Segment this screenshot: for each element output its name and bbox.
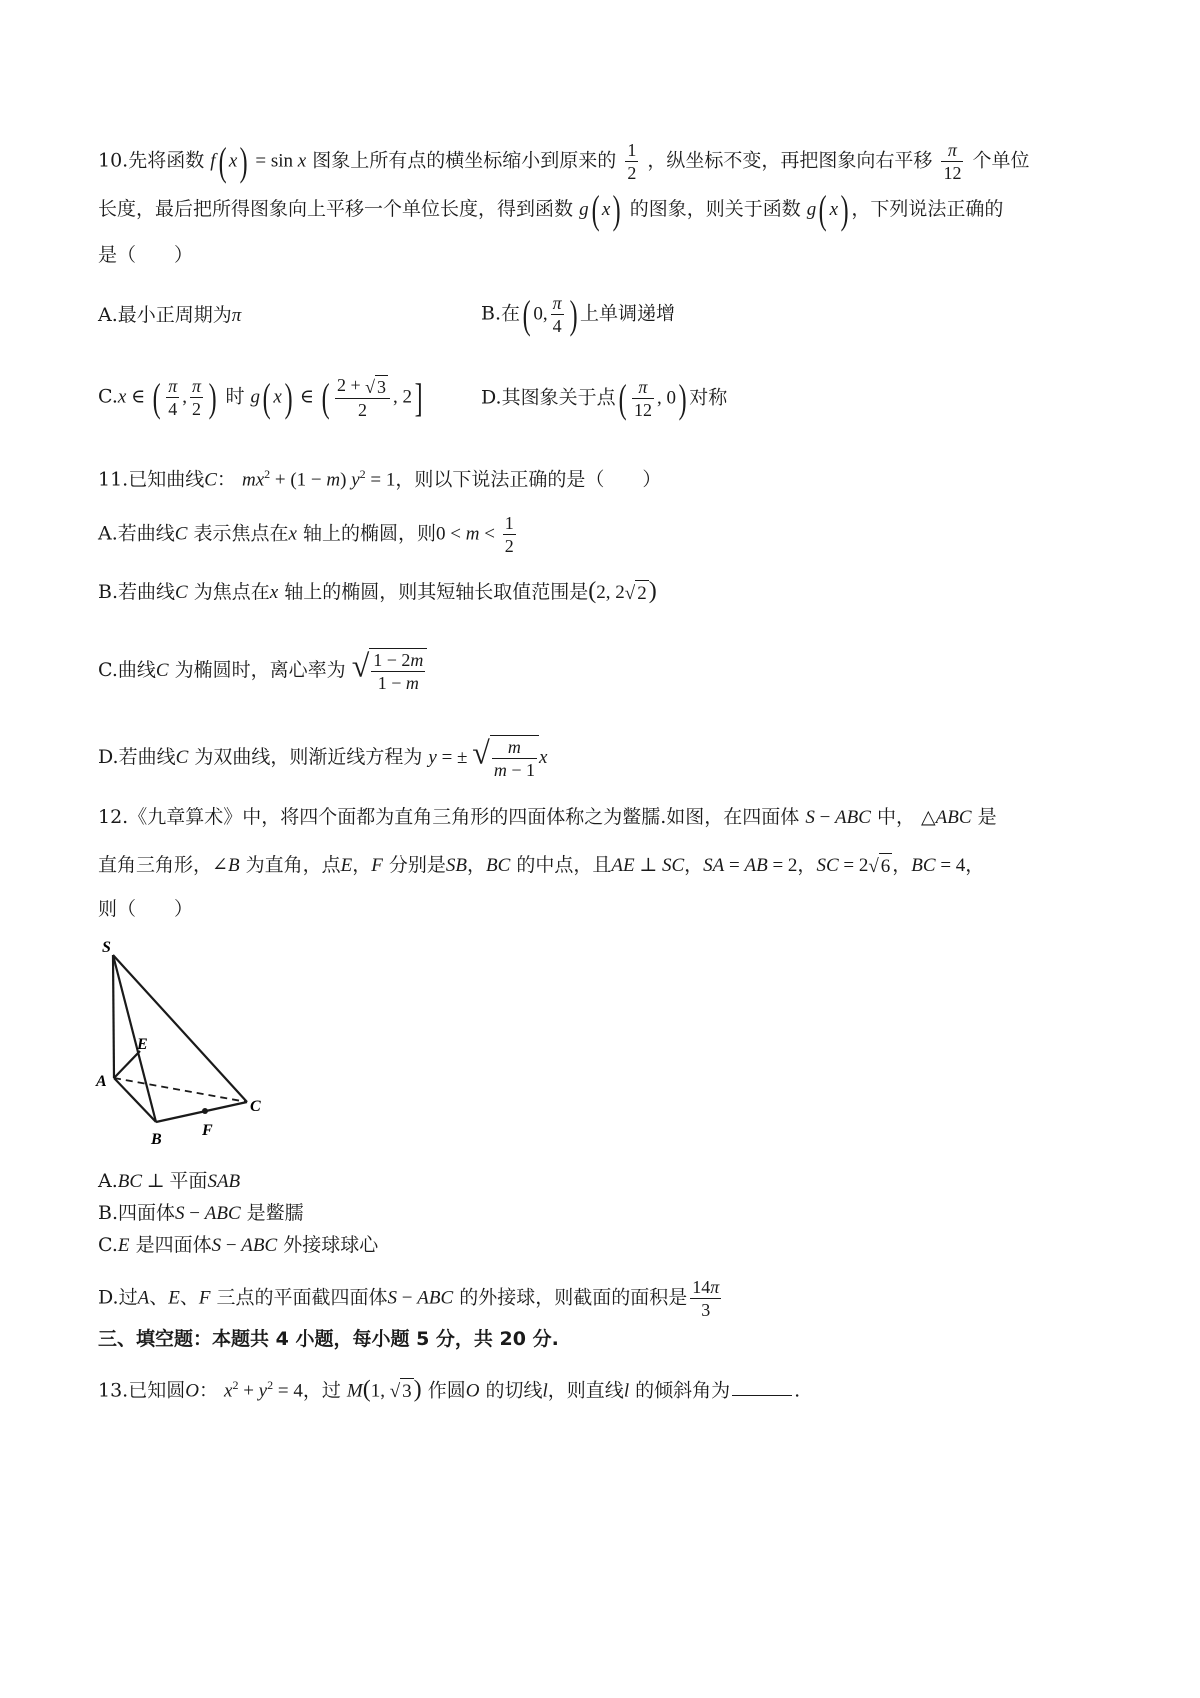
q10-option-c: C.x ∈ ( $\frac{\pi}{4}$ , $\frac{\pi}{2}$ ) 时 g( x) ∈ ( $\frac{2 + √ 3}{2}$ , 2] (98, 374, 423, 421)
answer-blank[interactable] (732, 1395, 792, 1396)
q12-line1: 12.《九章算术》中，将四个面都为直角三角形的四面体称之为鳖臑.如图，在四面体 S − ABC 中， △ABC 是 (98, 806, 997, 828)
q12-option-b: B.四面体S − ABC 是鳖臑 (98, 1202, 304, 1224)
label-c: C (250, 1098, 261, 1115)
fraction-pi-12: $\frac{\pi}{12}$ (943, 140, 962, 183)
q13-stem: 13.已知圆O： $x^2 + y^2 = 4$，过 M(1, √ 3) 作圆O 的切线l，则直线l 的倾斜角为 . (98, 1372, 800, 1405)
edge-ae (114, 1051, 140, 1078)
q12-line2: 直角三角形，∠B 为直角，点E，F 分别是SB，BC 的中点，且AE ⊥ SC，SA = AB = 2，SC = 2√ 6 ，BC = 4， (98, 852, 984, 880)
tetrahedron-figure (92, 930, 292, 1160)
label-e: E (137, 1036, 148, 1053)
q12-line3: 则（ ） (98, 898, 194, 920)
q10-option-a: A.最小正周期为π (98, 304, 242, 326)
label-f: F (202, 1122, 213, 1139)
q10-option-b: B.在( 0, $\frac{\pi}{4}$ ) 上单调递增 (481, 291, 675, 337)
section-3-heading: 三、填空题：本题共 4 小题，每小题 5 分，共 20 分. (98, 1328, 559, 1350)
label-a: A (96, 1073, 107, 1090)
math-fx: f (210, 150, 216, 172)
q10-option-d: D.其图象关于点( $\frac{\pi}{12}$ , 0) 对称 (481, 375, 728, 421)
point-f (202, 1108, 208, 1114)
edge-sc (113, 955, 247, 1102)
q12-option-c: C.E 是四面体S − ABC 外接球球心 (98, 1234, 379, 1256)
label-s: S (102, 939, 111, 956)
fraction-one-half: $\frac{1}{2}$ (627, 140, 637, 183)
q11-option-c: C.曲线C 为椭圆时，离心率为 √ $\frac{1 - 2m}{1 - m}$ (98, 648, 427, 694)
q11-option-d: D.若曲线C 为双曲线，则渐近线方程为 y = ± √ $\frac{m}{m - 1}$ x (98, 734, 548, 780)
q10-line3: 是（ ） (98, 244, 194, 266)
edge-bc (156, 1102, 247, 1122)
q11-option-a: A.若曲线C 表示焦点在x 轴上的椭圆，则0 < m < $\frac{1}{2}$ (98, 513, 514, 556)
label-b: B (151, 1131, 162, 1148)
edge-sa (113, 955, 114, 1078)
q10-line2: 长度，最后把所得图象向上平移一个单位长度，得到函数 g( x) 的图象，则关于函数 g( x) ，下列说法正确的 (98, 187, 1004, 232)
q12-option-d: D.过A、E、F 三点的平面截四面体S − ABC 的外接球，则截面的面积是 $\frac{14\pi}{3}$ (98, 1277, 720, 1320)
q12-option-a: A.BC ⊥ 平面SAB (98, 1170, 241, 1192)
q10-line1: 10.先将函数 f( x) = sin x 图象上所有点的横坐标缩小到原来的 $\frac{1}{2}$ ，纵坐标不变，再把图象向右平移 $\frac{\pi}{12}$ 个单位 (98, 138, 1030, 184)
q11-stem: 11.已知曲线C： $mx^2 + (1 - m) y^2 = 1$，则以下说法正确的是（ ） (98, 467, 662, 491)
q11-option-b: B.若曲线C 为焦点在x 轴上的椭圆，则其短轴长取值范围是(2, 2√ 2) (98, 578, 657, 607)
